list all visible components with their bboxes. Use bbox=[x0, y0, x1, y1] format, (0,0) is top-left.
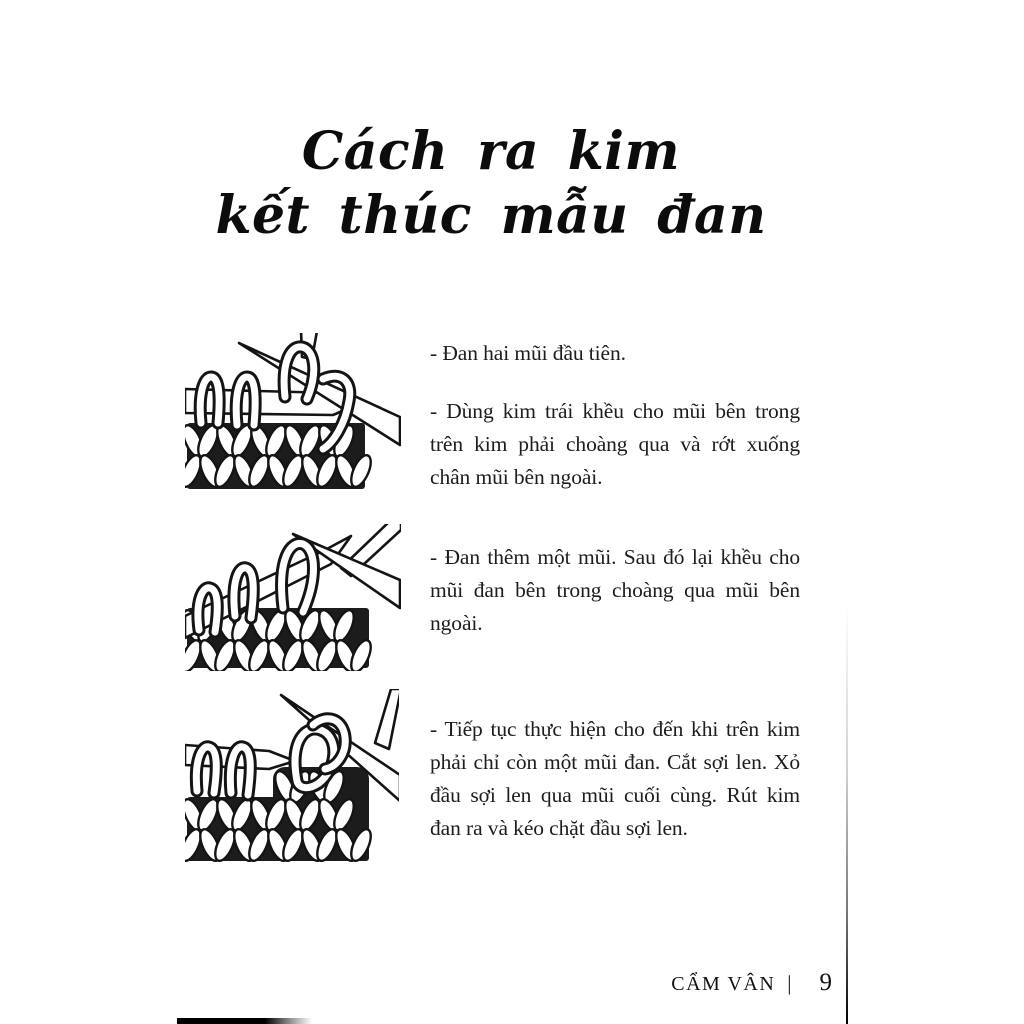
page-title bbox=[0, 120, 982, 248]
step-2-instructions bbox=[430, 541, 800, 640]
title-line-2: kết thúc mẫu đan bbox=[215, 185, 767, 246]
footer-separator: | bbox=[787, 971, 792, 995]
step-1-instructions bbox=[430, 337, 800, 494]
title-line-1: Cách ra kim bbox=[301, 121, 681, 182]
knitted-fabric bbox=[185, 422, 375, 489]
knitting-illustration-step-1 bbox=[185, 333, 401, 496]
step-3-paragraph-1: - Tiếp tục thực hiện cho đến khi trên kim phải chỉ còn một mũi đan. Cắt sợi len. Xỏ đầu sợi len qua mũi cuối cùng. Rút kim đan ra và kéo chặt đầu sợi len. bbox=[430, 717, 800, 840]
scan-bottom-edge-mark bbox=[177, 1018, 312, 1024]
page-number: 9 bbox=[819, 969, 832, 996]
step-1-paragraph-2: - Dùng kim trái khều cho mũi bên trong trên kim phải choàng qua và rớt xuống chân mũi bên ngoài. bbox=[430, 399, 800, 489]
scan-page-edge-line bbox=[846, 600, 848, 1024]
step-2-paragraph-1: - Đan thêm một mũi. Sau đó lại khều cho mũi đan bên trong choàng qua mũi bên ngoài. bbox=[430, 545, 800, 635]
needle-shaft-top-right bbox=[375, 689, 399, 749]
knitting-illustration-step-3 bbox=[185, 689, 399, 866]
author-name: CẨM VÂN bbox=[671, 973, 776, 995]
knitting-illustration-step-2 bbox=[185, 524, 401, 671]
step-1-paragraph-1: - Đan hai mũi đầu tiên. bbox=[430, 341, 626, 365]
page-footer bbox=[520, 969, 832, 997]
step-3-instructions bbox=[430, 713, 800, 845]
